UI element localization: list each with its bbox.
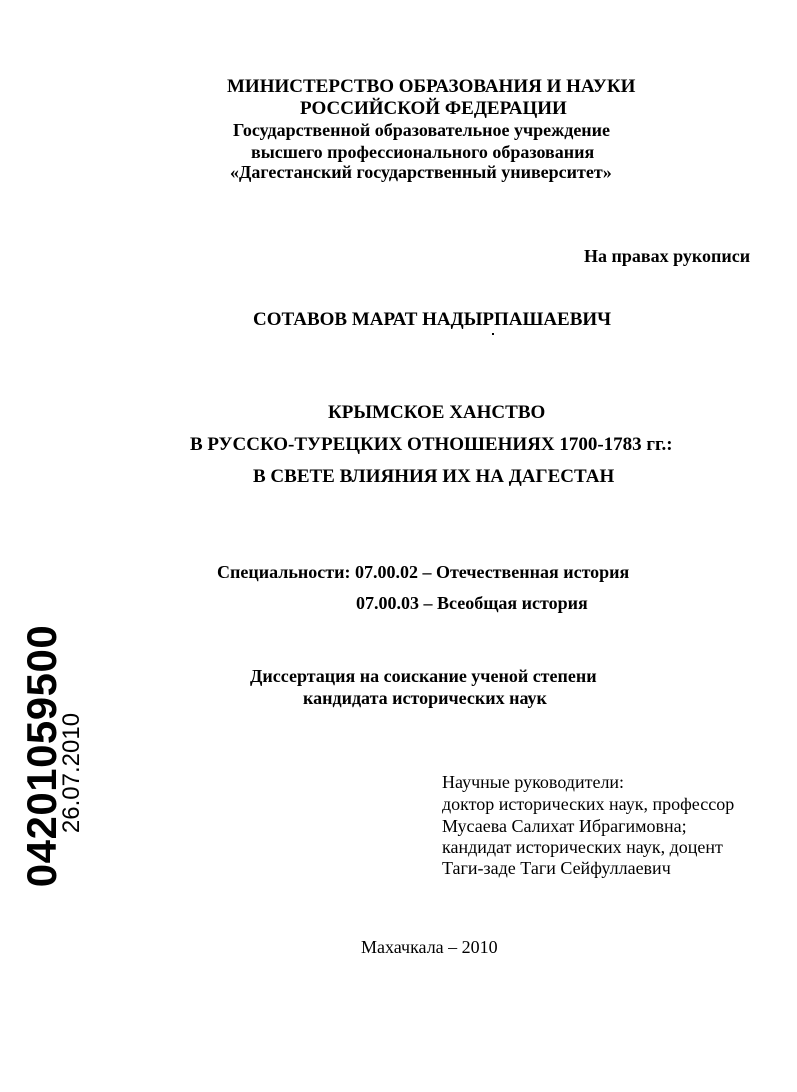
supervisor-line-4: Таги-заде Таги Сейфуллаевич <box>442 858 671 878</box>
thesis-title-line-2: В РУССКО-ТУРЕЦКИХ ОТНОШЕНИЯХ 1700-1783 гг.: <box>190 434 673 455</box>
ministry-line-1: МИНИСТЕРСТВО ОБРАЗОВАНИЯ И НАУКИ <box>227 76 636 97</box>
ministry-line-2: РОССИЙСКОЙ ФЕДЕРАЦИИ <box>300 98 567 119</box>
supervisors-label: Научные руководители: <box>442 772 625 792</box>
thesis-title-line-1: КРЫМСКОЕ ХАНСТВО <box>328 402 546 423</box>
specialties-line-2: 07.00.03 – Всеобщая история <box>356 593 588 613</box>
supervisor-line-1: доктор исторических наук, профессор <box>442 794 735 814</box>
library-stamp-code: 04201059500 <box>18 624 65 888</box>
dissertation-line-1: Диссертация на соискание ученой степени <box>250 666 597 686</box>
city-year: Махачкала – 2010 <box>361 937 498 957</box>
supervisor-line-3: кандидат исторических наук, доцент <box>442 837 723 857</box>
specialties-line-1: Специальности: 07.00.02 – Отечественная история <box>217 562 630 582</box>
dissertation-line-2: кандидата исторических наук <box>303 688 547 708</box>
thesis-title-line-3: В СВЕТЕ ВЛИЯНИЯ ИХ НА ДАГЕСТАН <box>253 466 615 487</box>
institution-line-2: высшего профессионального образования <box>251 142 595 162</box>
supervisor-line-2: Мусаева Салихат Ибрагимовна; <box>442 816 687 836</box>
stray-dot <box>492 333 494 335</box>
institution-line-1: Государственной образовательное учреждение <box>233 120 611 140</box>
manuscript-note: На правах рукописи <box>584 246 751 266</box>
author-name: СОТАВОВ МАРАТ НАДЫРПАШАЕВИЧ <box>253 309 612 330</box>
institution-line-3: «Дагестанский государственный университет» <box>230 162 612 182</box>
library-stamp-date: 26.07.2010 <box>58 712 85 834</box>
